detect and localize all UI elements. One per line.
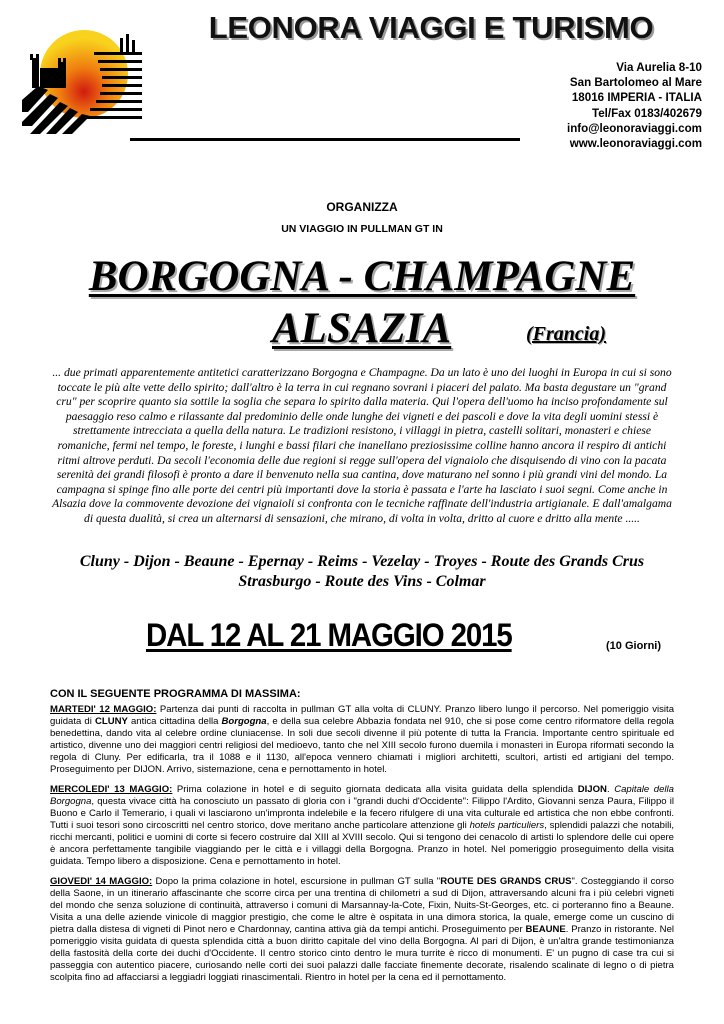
address-street: Via Aurelia 8-10 <box>616 61 702 74</box>
title-line-1: BORGOGNA - CHAMPAGNE <box>88 253 636 300</box>
cities-line-2: Strasburgo - Route des Vins - Colmar <box>238 573 486 590</box>
organizza-label: ORGANIZZA <box>326 200 398 214</box>
title-country: (Francia) <box>526 323 606 345</box>
header-divider <box>130 138 520 141</box>
title-line-2: ALSAZIA <box>272 305 452 352</box>
trip-duration: (10 Giorni) <box>606 640 662 652</box>
day-1-label: MARTEDI' 12 MAGGIO: <box>50 704 157 715</box>
day-3-label: GIOVEDI' 14 MAGGIO: <box>50 876 153 887</box>
address-website: www.leonoraviaggi.com <box>569 137 702 151</box>
program-title: CON IL SEGUENTE PROGRAMMA DI MASSIMA: <box>50 688 301 700</box>
day-2-label: MERCOLEDI' 13 MAGGIO: <box>50 784 173 795</box>
day-1-paragraph: MARTEDI' 12 MAGGIO: Partenza dai punti di raccolta in pullman GT alla volta di CLUNY. Pranzo libero lungo il percorso. Nel pomeriggio visita guidata di CLUNY antica cittadina della Borgogna, e della sua celebre Abbazia fondata nel 910, che si pose come centro riformatore della regola benedettina, dando vita al celebre ordine cluniacense. In soli due secoli divenne il più potente di tutta la Francia. Importante centro spirituale ed artistico, divenne uno dei maggiori centri religiosi del medioevo, tanto che nel XIII secolo furono duemila i monasteri in Europa riformati secondo la regola di Cluny. Per edificarla, tra il 1088 e il 1130, all'epoca vennero chiamati i migliori architetti, scultori, artisti ed artigiani del tempo. Proseguimento per DIJON. Arrivo, sistemazione, cena e pernottamento in hotel. <box>50 704 674 776</box>
trip-dates: DAL 12 AL 21 MAGGIO 2015 <box>146 617 512 653</box>
company-name: LEONORA VIAGGI E TURISMO <box>208 10 654 45</box>
day-3-paragraph: GIOVEDI' 14 MAGGIO: Dopo la prima colazione in hotel, escursione in pullman GT sulla "ROUTE DES GRANDS CRUS". Costeggiando il corso della Saone, in un itinerario affascinante che scorre circa per una trentina di chilometri a sud di Dijon, attraversando alcuni fra i più celebri vigneti del mondo che senza soluzione di continuità, attraverso i comuni di Marsannay-la-Cote, Fixin, Nuits-St-Georges, etc. ci porteranno fino a Beaune. Visita a una delle aziende vinicole di maggior prestigio, che come le altre è ospitata in una dimora storica, la quale, emerge come un cuscino di pietra dalla distesa di vigneti di Pinot nero e Chardonnay, cantina attiva già da tempi antichi. Proseguimento per BEAUNE. Pranzo in ristorante. Nel pomeriggio visita guidata di questa splendida città a buon diritto capitale del vino della Borgogna. Al pari di Dijon, è un'altra grande testimonianza della fastosità della corte dei duchi d'Occidente. Il centro storico cinto dentro le mura turrite è ricco di monumenti. E' un pugno di case tra cui si passeggia con autentico piacere, curiosando nelle corti dei suoi palazzi dalle facciate finemente decorate, risalendo scalinate di legno o di pietra scolpita fino ad affacciarsi a leggiadri loggiati rinascimentali. Rientro in hotel per la cena ed il pernottamento. <box>50 876 674 984</box>
intro-paragraph: ... due primati apparentemente antitetici caratterizzano Borgogna e Champagne. Da un lato è uno dei luoghi in Europa in cui si sono toccate le più alte vette dello spirito; dall'altro è la terra in cui regnano sovrani i piaceri del palato. Ma basta degustare un "grand cru" per scoprire quanto sia sottile la soglia che separa lo spirito dalla materia. Qui l'opera dell'uomo ha inciso profondamente sul paesaggio reso calmo e rilassante dal predominio delle onde lunghe dei vigneti e dei pascoli e dove la vita degli uomini stessi è strettamente intrecciata a quella della natura. Le tradizioni resistono, i villaggi in pietra, castelli solitari, monasteri e chiese romaniche, fermi nel tempo, le foreste, i lunghi e bassi filari che inanellano preziosissime colline hanno ancora il respiro di antichi ritmi altrove perduti. Da secoli l'economia delle due regioni si regge sull'opera del vignaiolo che disquisendo di vino con la pacata serenità dei grandi filosofi è pronto a dare il benvenuto nella sua cantina, dove maturano nel sonno i più grandi vini del mondo. La campagna si spinge fino alle porte dei centri più importanti dove la storia è passata e l'arte ha lasciato i suoi segni. Come anche in Alsazia dove la commovente devozione dei vignaioli si confronta con le tecniche raffinate dell'industria artigianale. E dall'amalgama di questa dualità, si crea un alternarsi di sensazioni, che mirano, di volta in volta, dritto al cuore e dritto alla mente ..... <box>52 366 672 525</box>
address-town: San Bartolomeo al Mare <box>569 76 702 90</box>
company-logo <box>22 16 142 134</box>
trip-subtitle: UN VIAGGIO IN PULLMAN GT IN <box>281 223 443 235</box>
cities-line-1: Cluny - Dijon - Beaune - Epernay - Reims - Vezelay - Troyes - Route des Grands Crus <box>79 553 645 570</box>
day-2-paragraph: MERCOLEDI' 13 MAGGIO: Prima colazione in hotel e di seguito giornata dedicata alla visita guidata della splendida DIJON. Capitale della Borgogna, questa vivace città ha conosciuto un passato di gloria con i "grandi duchi d'Occidente": Filippo l'Ardito, Giovanni senza Paura, Filippo il Buono e Carlo il Temerario, i quali vi lasciarono un'impronta indelebile e la fecero rifulgere di una vita culturale ed artistica che non ebbe confronti. Tutti i suoi tesori sono circoscritti nel centro storico, dove meritano anche particolare attenzione gli hotels particuliers, splendidi palazzi che notabili, ricchi mercanti, politici e uomini di corte si fecero costruire dal XIII al XVIII secolo. Qui si tengono dei cenacolo di artisti lo splendore delle cui opere è ancora perfettamente tangibile viaggiando per le città e i villaggi della Borgogna. Pranzo in hotel. Nel pomeriggio proseguimento della visita guidata. Tempo libero a disposizione. Cena e pernottamento in hotel. <box>50 784 674 868</box>
address-email: info@leonoraviaggi.com <box>567 121 702 135</box>
address-postal: 18016 IMPERIA - ITALIA <box>571 91 702 105</box>
address-phone: Tel/Fax 0183/402679 <box>591 106 702 120</box>
company-address <box>567 60 702 151</box>
